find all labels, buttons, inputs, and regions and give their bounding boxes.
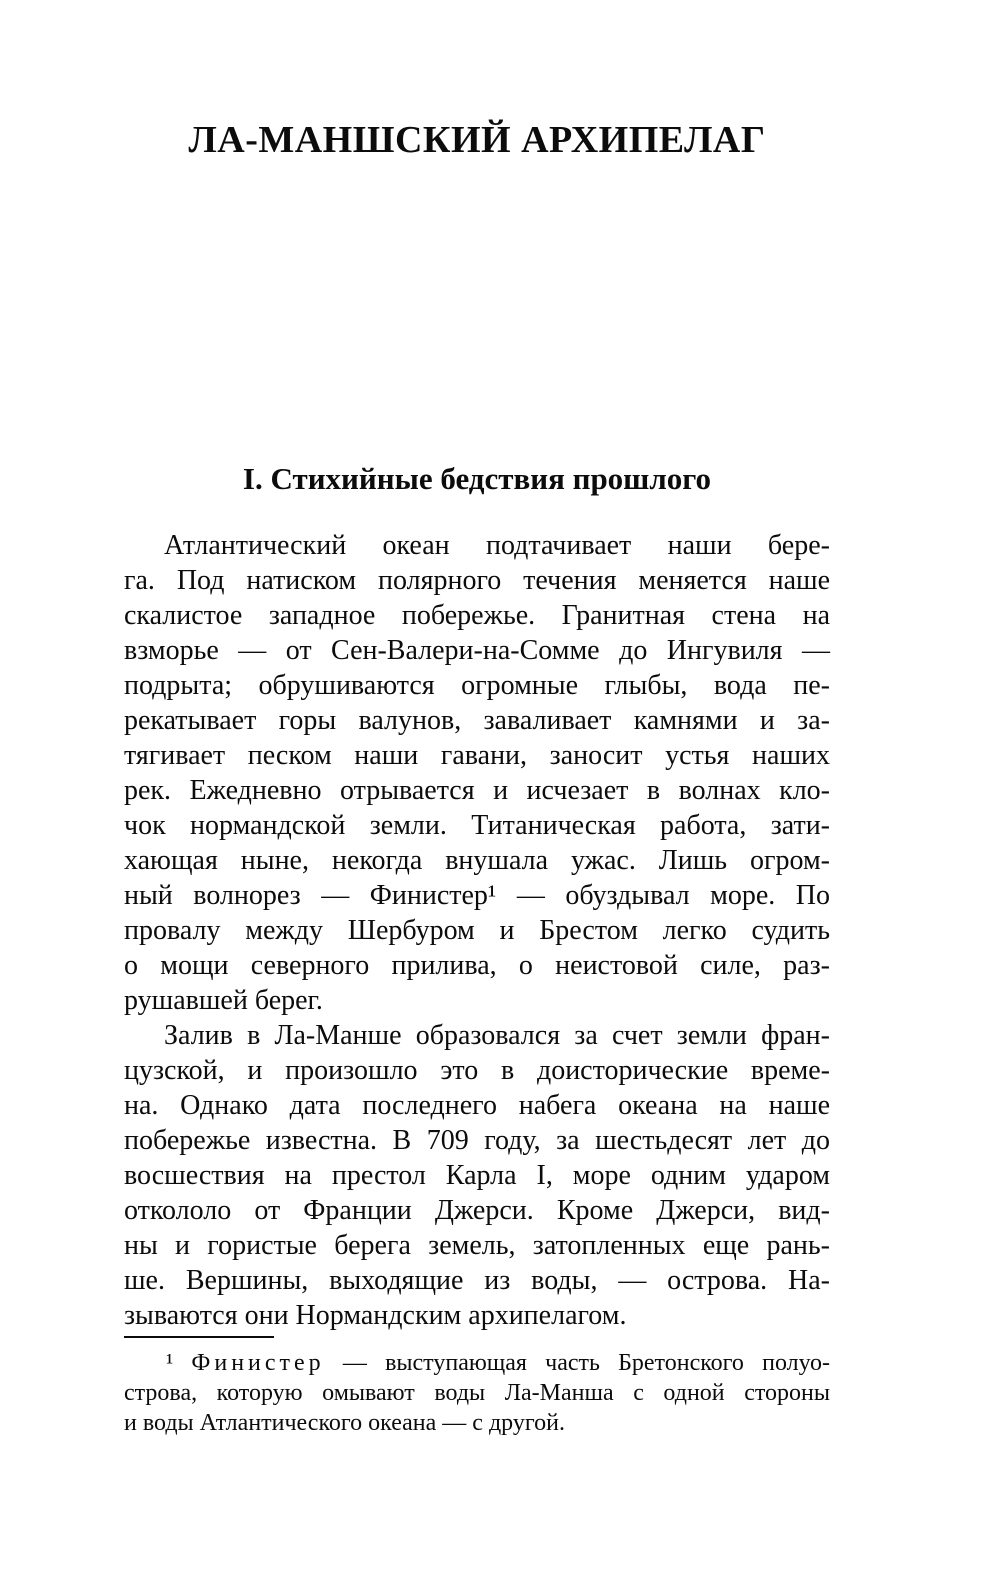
text-line: восшествия на престол Карла I, море одним ударом	[124, 1160, 830, 1191]
text-line: откололо от Франции Джерси. Кроме Джерси, вид-	[124, 1195, 830, 1226]
text-line: зываются они Нормандским архипелагом.	[124, 1300, 627, 1331]
text-line: ный волнорез — Финистер¹ — обуздывал море. По	[124, 880, 830, 911]
text-line: побережье известна. В 709 году, за шестьдесят лет до	[124, 1125, 830, 1156]
text-line: чок нормандской земли. Титаническая работа, зати-	[124, 810, 830, 841]
text-line: рек. Ежедневно отрывается и исчезает в волнах кло-	[124, 775, 830, 806]
text-line: на. Однако дата последнего набега океана на наше	[124, 1090, 830, 1121]
text-line: взморье — от Сен-Валери-на-Сомме до Ингувиля —	[124, 635, 830, 666]
page-title: ЛА-МАНШСКИЙ АРХИПЕЛАГ	[188, 119, 766, 161]
body-text	[124, 528, 830, 1333]
text-line: рекатывает горы валунов, заваливает камнями и за-	[124, 705, 830, 736]
text-line: провалу между Шербуром и Брестом легко судить	[124, 915, 830, 946]
footnote	[124, 1336, 830, 1438]
text-line: Залив в Ла-Манше образовался за счет земли фран-	[164, 1020, 830, 1051]
footnote-rule	[124, 1336, 274, 1338]
text-line: о мощи северного прилива, о неистовой силе, раз-	[124, 950, 830, 981]
footnote-term: Финистер	[191, 1350, 325, 1376]
text-line: тягивает песком наши гавани, заносит устья наших	[124, 740, 830, 771]
footnote-extra-lines	[124, 1378, 830, 1438]
footnote-line: и воды Атлантического океана — с другой.	[124, 1410, 565, 1436]
footnote-line	[124, 1348, 830, 1378]
text-line: Атлантический океан подтачивает наши бере-	[164, 530, 830, 561]
chapter-heading: I. Стихийные бедствия прошлого	[242, 461, 712, 496]
text-line: цузской, и произошло это в доисторические време-	[124, 1055, 830, 1086]
text-line: ше. Вершины, выходящие из воды, — острова. На-	[124, 1265, 830, 1296]
footnote-text: — выступающая часть Бретонского полуо-	[342, 1350, 830, 1376]
text-line: хающая ныне, некогда внушала ужас. Лишь огром-	[124, 845, 830, 876]
footnote-marker: ¹	[166, 1350, 174, 1376]
footnote-line: строва, которую омывают воды Ла-Манша с одной стороны	[124, 1380, 830, 1406]
text-line: подрыта; обрушиваются огромные глыбы, вода пе-	[124, 670, 830, 701]
text-line: ны и гористые берега земель, затопленных еще рань-	[124, 1230, 830, 1261]
text-line: скалистое западное побережье. Гранитная стена на	[124, 600, 830, 631]
text-line: рушавшей берег.	[124, 985, 323, 1016]
text-line: га. Под натиском полярного течения меняется наше	[124, 565, 830, 596]
